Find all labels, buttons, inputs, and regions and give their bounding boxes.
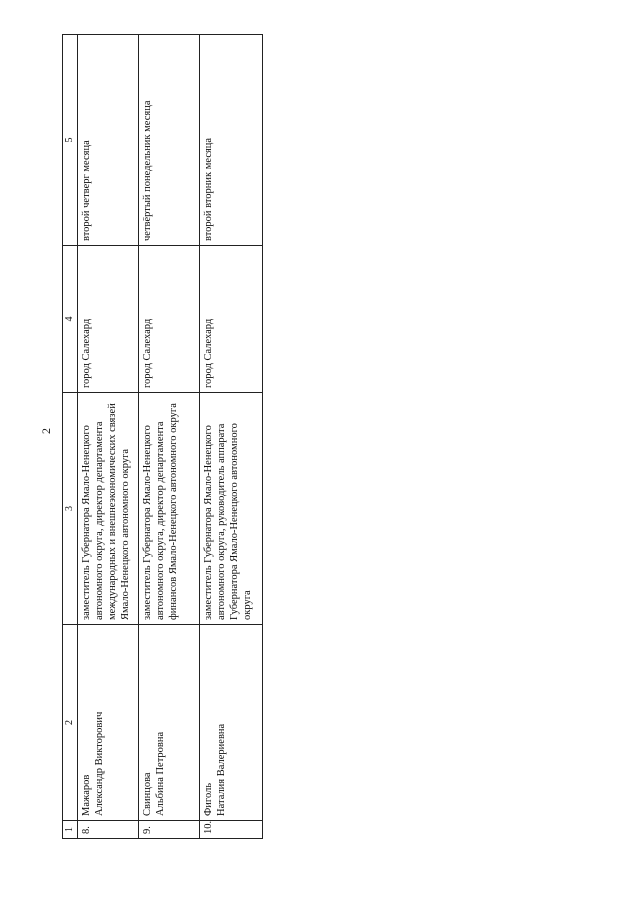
reception-schedule: четвёртый понедельник месяца [139, 35, 200, 246]
reception-place: город Салехард [139, 246, 200, 393]
table-row [139, 35, 200, 839]
table-row [200, 35, 263, 839]
table-header-row [63, 35, 78, 839]
header-cell-3: 3 [63, 393, 78, 625]
person-position: заместитель Губернатора Ямало-Ненецкого автономного округа, директор департамента финансов Ямало-Ненецкого автономного округа [139, 393, 200, 625]
page-number: 2 [39, 428, 53, 434]
rotated-table [62, 35, 256, 839]
table-container [62, 35, 256, 839]
reception-schedule: второй четверг месяца [78, 35, 139, 246]
person-name: Фиголь Наталия Валериевна [200, 625, 263, 821]
header-cell-2: 2 [63, 625, 78, 821]
person-position: заместитель Губернатора Ямало-Ненецкого автономного округа, директор департамента международных и внешнеэкономических связей Ямало-Ненецкого автономного округа [78, 393, 139, 625]
reception-schedule-table [62, 34, 263, 839]
table-row [78, 35, 139, 839]
person-position: заместитель Губернатора Ямало-Ненецкого автономного округа, руководитель аппарата Губернатора Ямало-Ненецкого автономного округа [200, 393, 263, 625]
reception-place: город Салехард [200, 246, 263, 393]
row-number: 9. [139, 821, 200, 839]
header-cell-1: 1 [63, 821, 78, 839]
reception-place: город Салехард [78, 246, 139, 393]
header-cell-4: 4 [63, 246, 78, 393]
reception-schedule: второй вторник месяца [200, 35, 263, 246]
header-cell-5: 5 [63, 35, 78, 246]
person-name: Свинцова Альбина Петровна [139, 625, 200, 821]
person-name: Мажаров Александр Викторович [78, 625, 139, 821]
row-number: 10. [200, 821, 263, 839]
row-number: 8. [78, 821, 139, 839]
